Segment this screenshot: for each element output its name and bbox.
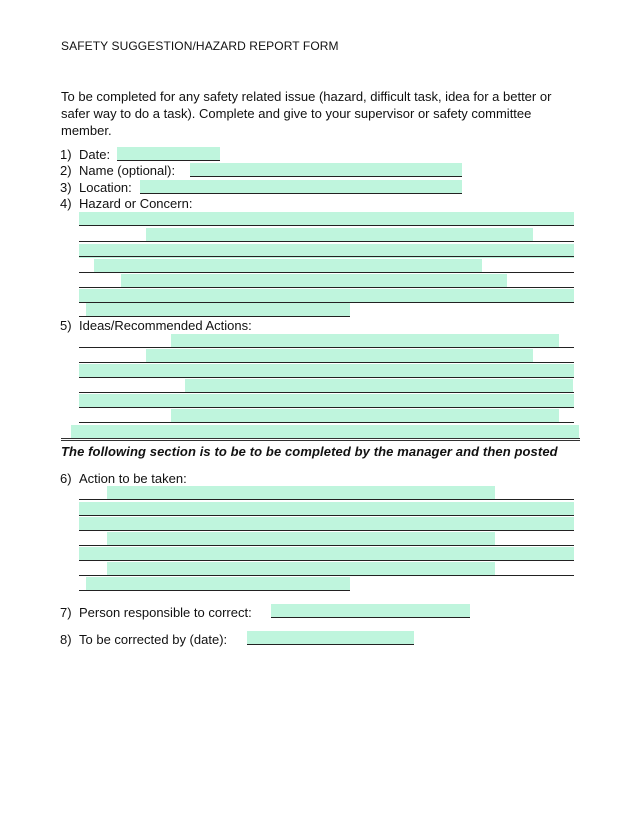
hazard-underline — [79, 287, 574, 288]
hazard-field[interactable] — [146, 228, 533, 242]
name-label: Name (optional): — [79, 163, 176, 178]
action-field[interactable] — [107, 562, 495, 576]
ideas-underline — [79, 392, 574, 393]
person-field[interactable] — [271, 604, 470, 618]
location-label: Location: — [79, 180, 132, 195]
action-field[interactable] — [79, 547, 574, 561]
location-underline — [140, 193, 462, 194]
action-field[interactable] — [86, 577, 350, 591]
ideas-underline — [79, 422, 574, 423]
hazard-underline — [79, 316, 350, 317]
hazard-label: Hazard or Concern: — [79, 196, 193, 211]
corrected-date-label: To be corrected by (date): — [79, 632, 228, 647]
hazard-field[interactable] — [79, 212, 574, 226]
hazard-field[interactable] — [86, 303, 350, 317]
ideas-field[interactable] — [171, 409, 559, 423]
ideas-underline — [79, 407, 574, 408]
ideas-field[interactable] — [171, 334, 559, 348]
action-underline — [79, 590, 350, 591]
hazard-underline — [79, 272, 574, 273]
hazard-underline — [79, 225, 574, 226]
person-label: Person responsible to correct: — [79, 605, 252, 620]
location-field[interactable] — [140, 180, 462, 194]
corrected-date-field[interactable] — [247, 631, 414, 645]
item-number: 1) — [60, 147, 72, 162]
hazard-underline — [79, 256, 574, 257]
hazard-field[interactable] — [79, 289, 574, 303]
ideas-underline — [79, 347, 574, 348]
item-number: 7) — [60, 605, 72, 620]
ideas-underline — [79, 377, 574, 378]
item-number: 4) — [60, 196, 72, 211]
action-underline — [79, 545, 574, 546]
action-underline — [79, 530, 574, 531]
ideas-field[interactable] — [79, 364, 574, 378]
name-underline — [190, 176, 462, 177]
date-label: Date: — [79, 147, 111, 162]
action-field[interactable] — [79, 502, 574, 516]
section-divider — [61, 438, 580, 441]
date-field[interactable] — [117, 147, 220, 161]
person-underline — [271, 617, 470, 618]
ideas-label: Ideas/Recommended Actions: — [79, 318, 252, 333]
ideas-underline — [79, 362, 574, 363]
name-field[interactable] — [190, 163, 462, 177]
item-number: 6) — [60, 471, 72, 486]
action-field[interactable] — [79, 517, 574, 531]
action-field[interactable] — [107, 532, 495, 546]
ideas-field[interactable] — [79, 394, 574, 408]
action-label: Action to be taken: — [79, 471, 187, 486]
hazard-field[interactable] — [94, 259, 482, 273]
item-number: 3) — [60, 180, 72, 195]
action-underline — [79, 560, 574, 561]
hazard-field[interactable] — [121, 274, 507, 288]
item-number: 8) — [60, 632, 72, 647]
action-underline — [79, 499, 574, 500]
manager-section-note: The following section is to be to be completed by the manager and then posted — [61, 444, 558, 459]
item-number: 2) — [60, 163, 72, 178]
action-underline — [79, 515, 574, 516]
ideas-field[interactable] — [71, 425, 579, 439]
form-intro: To be completed for any safety related issue (hazard, difficult task, idea for a better or safer way to do a task). Complete and give to your supervisor or safety committee member. — [61, 89, 552, 138]
corrected-date-underline — [247, 644, 414, 645]
action-field[interactable] — [107, 486, 495, 500]
hazard-underline — [79, 241, 574, 242]
date-underline — [117, 160, 220, 161]
form-title: SAFETY SUGGESTION/HAZARD REPORT FORM — [61, 39, 339, 53]
item-number: 5) — [60, 318, 72, 333]
action-underline — [79, 575, 574, 576]
ideas-field[interactable] — [146, 349, 533, 363]
ideas-field[interactable] — [185, 379, 573, 393]
